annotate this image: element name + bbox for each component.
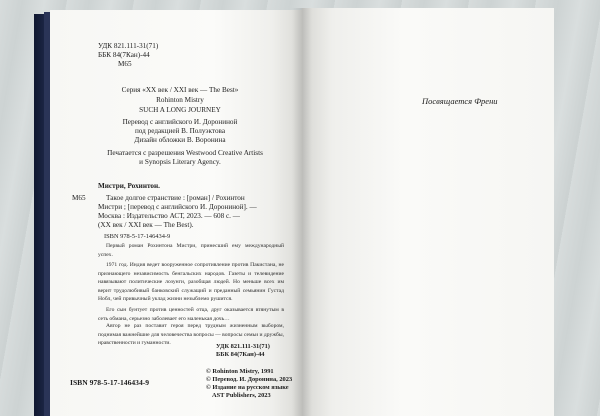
cutter-code-2: М65: [72, 194, 86, 202]
permission-line-1: Печатается с разрешения Westwood Creative Artists: [107, 149, 263, 157]
biblio-line-1: Такое долгое странствие : [роман] / Рохинтон: [106, 194, 245, 202]
title-en: SUCH A LONG JOURNEY: [139, 106, 221, 114]
copyright-line-3: © Издание на русском языке: [206, 384, 289, 391]
udk-code-bottom: УДК 821.111-31(71): [216, 343, 270, 350]
translation-line: Перевод с английского И. Дорониной: [122, 118, 238, 126]
dedication-text: Посвящается Френи: [422, 96, 498, 106]
isbn-small: ISBN 978-5-17-146434-9: [104, 233, 171, 240]
cutter-code: М65: [118, 60, 132, 68]
editor-line: под редакцией В. Полуэктова: [134, 127, 226, 135]
annotation-paragraph-1: Первый роман Рохинтона Мистри, принесший ему международный успех.: [98, 243, 284, 258]
annotation-paragraph-4: Автор не раз поставит героя перед трудным жизненным выбором, поднимая важнейшие для человечества вопросы — вопросы семьи и дружбы, нравственности и гуманности.: [98, 323, 284, 347]
biblio-line-3: Москва : Издательство АСТ, 2023. — 608 с. —: [98, 212, 240, 220]
copyright-line-4: AST Publishers, 2023: [212, 392, 271, 399]
annotation-paragraph-3: Его сын бунтует против ценностей отца, друг оказывается втянутым в сеть обмана, серьезно заболевает его маленькая дочь…: [98, 307, 284, 322]
annotation-paragraph-2: 1971 год. Индия ведет вооруженное сопротивление против Пакистана, не признающего независимость бенгальских народов. Газеты и телевидение навязывают политические лозунги, разобщая людей. Но меньше всех им верит трудолюбивый банковский служащий и преданный семьянин Густад Нобл, чей привычный уклад жизни незыблемо рушится.: [98, 262, 284, 303]
biblio-line-4: (XX век / XXI век — The Best).: [98, 221, 194, 229]
right-page: [302, 8, 554, 416]
author-ru: Мистри, Рохинтон.: [98, 182, 160, 190]
udk-code: УДК 821.111-31(71): [98, 42, 159, 50]
book-spine-shadow: [292, 8, 312, 416]
bbk-code-bottom: ББК 84(7Кан)-44: [216, 351, 265, 358]
isbn-big: ISBN 978-5-17-146434-9: [70, 378, 150, 387]
permission-line-2: и Synopsis Literary Agency.: [139, 158, 221, 166]
copyright-line-1: © Rohinton Mistry, 1991: [206, 368, 274, 375]
author-en: Rohinton Mistry: [156, 96, 204, 104]
cover-design-line: Дизайн обложки В. Воронина: [134, 136, 226, 144]
bbk-code: ББК 84(7Кан)-44: [98, 51, 150, 59]
copyright-line-2: © Перевод. И. Доронина, 2023: [206, 376, 293, 383]
biblio-line-2: Мистри ; [перевод с английского И. Дорониной]. —: [98, 203, 257, 211]
series-line: Серия «XX век / XXI век — The Best»: [121, 86, 239, 94]
